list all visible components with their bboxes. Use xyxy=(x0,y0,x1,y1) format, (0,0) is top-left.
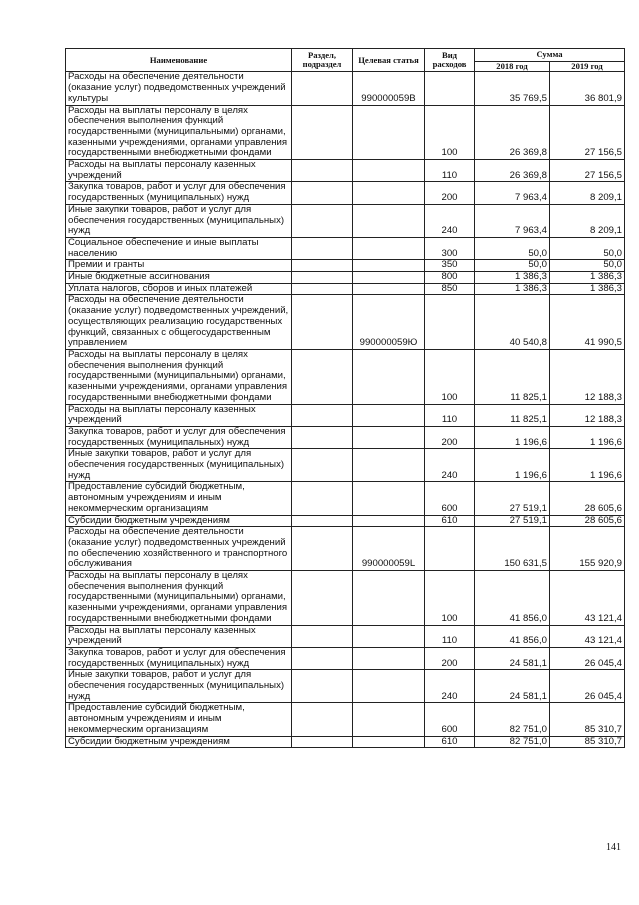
cell-target: 990000059L xyxy=(353,527,425,571)
cell-2019: 36 801,9 xyxy=(550,72,625,105)
header-year-2018: 2018 год xyxy=(475,62,550,72)
cell-type: 350 xyxy=(425,260,475,272)
cell-2019: 85 310,7 xyxy=(550,736,625,748)
cell-section xyxy=(292,272,353,284)
cell-name: Расходы на обеспечение деятельности (оказание услуг) подведомственных учреждений, осуществляющих реализацию государственных функций, связанных с общегосударственным управлением xyxy=(66,295,292,350)
cell-name: Предоставление субсидий бюджетным, автономным учреждениям и иным некоммерческим организациям xyxy=(66,703,292,736)
table-row xyxy=(66,72,625,105)
cell-section xyxy=(292,670,353,703)
cell-type: 100 xyxy=(425,349,475,404)
cell-target xyxy=(353,647,425,669)
cell-name: Расходы на выплаты персоналу казенных учреждений xyxy=(66,625,292,647)
table-row xyxy=(66,160,625,182)
cell-type: 200 xyxy=(425,647,475,669)
cell-section xyxy=(292,72,353,105)
header-name: Наименование xyxy=(66,49,292,72)
cell-target xyxy=(353,703,425,736)
cell-section xyxy=(292,515,353,527)
cell-target: 990000059Ю xyxy=(353,295,425,350)
table-row xyxy=(66,272,625,284)
cell-name: Субсидии бюджетным учреждениям xyxy=(66,515,292,527)
cell-type: 200 xyxy=(425,182,475,204)
cell-target xyxy=(353,571,425,626)
cell-name: Иные бюджетные ассигнования xyxy=(66,272,292,284)
cell-type xyxy=(425,72,475,105)
table-row xyxy=(66,449,625,482)
cell-name: Иные закупки товаров, работ и услуг для обеспечения государственных (муниципальных) нужд xyxy=(66,204,292,237)
cell-target xyxy=(353,349,425,404)
cell-target xyxy=(353,237,425,259)
cell-2019: 8 209,1 xyxy=(550,182,625,204)
cell-type: 110 xyxy=(425,404,475,426)
cell-target xyxy=(353,272,425,284)
cell-target xyxy=(353,182,425,204)
cell-2018: 27 519,1 xyxy=(475,482,550,515)
cell-section xyxy=(292,625,353,647)
cell-target xyxy=(353,204,425,237)
cell-section xyxy=(292,160,353,182)
cell-2019: 43 121,4 xyxy=(550,571,625,626)
table-row xyxy=(66,625,625,647)
cell-2019: 28 605,6 xyxy=(550,482,625,515)
cell-2018: 41 856,0 xyxy=(475,625,550,647)
cell-type xyxy=(425,295,475,350)
cell-target: 990000059В xyxy=(353,72,425,105)
cell-section xyxy=(292,404,353,426)
cell-2019: 1 386,3 xyxy=(550,272,625,284)
cell-2019: 50,0 xyxy=(550,237,625,259)
cell-2018: 35 769,5 xyxy=(475,72,550,105)
cell-2018: 7 963,4 xyxy=(475,182,550,204)
cell-name: Уплата налогов, сборов и иных платежей xyxy=(66,283,292,295)
table-header xyxy=(66,49,625,72)
cell-section xyxy=(292,527,353,571)
cell-target xyxy=(353,625,425,647)
table-row xyxy=(66,482,625,515)
cell-type: 240 xyxy=(425,670,475,703)
table-row xyxy=(66,703,625,736)
cell-2019: 43 121,4 xyxy=(550,625,625,647)
cell-2018: 26 369,8 xyxy=(475,160,550,182)
table-row xyxy=(66,283,625,295)
table-row xyxy=(66,736,625,748)
cell-type: 110 xyxy=(425,625,475,647)
cell-section xyxy=(292,182,353,204)
table-row xyxy=(66,426,625,448)
cell-2019: 155 920,9 xyxy=(550,527,625,571)
cell-2019: 1 196,6 xyxy=(550,426,625,448)
cell-type: 240 xyxy=(425,449,475,482)
cell-type: 600 xyxy=(425,703,475,736)
table-row xyxy=(66,670,625,703)
cell-name: Расходы на выплаты персоналу в целях обеспечения выполнения функций государственными (муниципальными) органами, казенными учреждениями, органами управления государственными внебюджетными фондами xyxy=(66,349,292,404)
cell-section xyxy=(292,482,353,515)
cell-target xyxy=(353,283,425,295)
cell-2019: 50,0 xyxy=(550,260,625,272)
cell-2018: 11 825,1 xyxy=(475,349,550,404)
table-row xyxy=(66,404,625,426)
header-type: Вид расходов xyxy=(425,49,475,72)
cell-name: Расходы на выплаты персоналу казенных учреждений xyxy=(66,160,292,182)
cell-name: Расходы на выплаты персоналу казенных учреждений xyxy=(66,404,292,426)
table-row xyxy=(66,204,625,237)
cell-name: Расходы на выплаты персоналу в целях обеспечения выполнения функций государственными (муниципальными) органами, казенными учреждениями, органами управления государственными внебюджетными фондами xyxy=(66,105,292,160)
cell-2018: 40 540,8 xyxy=(475,295,550,350)
cell-target xyxy=(353,482,425,515)
cell-2018: 1 196,6 xyxy=(475,426,550,448)
cell-2018: 50,0 xyxy=(475,260,550,272)
header-section: Раздел, подраздел xyxy=(292,49,353,72)
cell-name: Закупка товаров, работ и услуг для обеспечения государственных (муниципальных) нужд xyxy=(66,182,292,204)
page-number: 141 xyxy=(606,842,621,853)
cell-section xyxy=(292,349,353,404)
cell-2019: 1 386,3 xyxy=(550,283,625,295)
cell-2019: 12 188,3 xyxy=(550,349,625,404)
cell-section xyxy=(292,736,353,748)
cell-name: Иные закупки товаров, работ и услуг для обеспечения государственных (муниципальных) нужд xyxy=(66,449,292,482)
cell-target xyxy=(353,670,425,703)
cell-type xyxy=(425,527,475,571)
table-row xyxy=(66,515,625,527)
cell-name: Расходы на обеспечение деятельности (оказание услуг) подведомственных учреждений культуры xyxy=(66,72,292,105)
cell-target xyxy=(353,160,425,182)
table-row xyxy=(66,571,625,626)
cell-target xyxy=(353,426,425,448)
cell-section xyxy=(292,647,353,669)
cell-name: Закупка товаров, работ и услуг для обеспечения государственных (муниципальных) нужд xyxy=(66,426,292,448)
cell-section xyxy=(292,283,353,295)
cell-name: Субсидии бюджетным учреждениям xyxy=(66,736,292,748)
cell-type: 200 xyxy=(425,426,475,448)
cell-2018: 27 519,1 xyxy=(475,515,550,527)
cell-2018: 24 581,1 xyxy=(475,647,550,669)
cell-target xyxy=(353,449,425,482)
cell-name: Предоставление субсидий бюджетным, автономным учреждениям и иным некоммерческим организациям xyxy=(66,482,292,515)
cell-section xyxy=(292,426,353,448)
cell-type: 610 xyxy=(425,515,475,527)
table-row xyxy=(66,527,625,571)
table-row xyxy=(66,182,625,204)
cell-2019: 26 045,4 xyxy=(550,670,625,703)
cell-2018: 1 386,3 xyxy=(475,272,550,284)
cell-name: Закупка товаров, работ и услуг для обеспечения государственных (муниципальных) нужд xyxy=(66,647,292,669)
cell-2018: 26 369,8 xyxy=(475,105,550,160)
cell-2019: 27 156,5 xyxy=(550,105,625,160)
cell-2018: 24 581,1 xyxy=(475,670,550,703)
cell-name: Иные закупки товаров, работ и услуг для обеспечения государственных (муниципальных) нужд xyxy=(66,670,292,703)
cell-2018: 41 856,0 xyxy=(475,571,550,626)
cell-2018: 7 963,4 xyxy=(475,204,550,237)
cell-2019: 12 188,3 xyxy=(550,404,625,426)
cell-name: Расходы на выплаты персоналу в целях обеспечения выполнения функций государственными (муниципальными) органами, казенными учреждениями, органами управления государственными внебюджетными фондами xyxy=(66,571,292,626)
header-year-2019: 2019 год xyxy=(550,62,625,72)
cell-2018: 82 751,0 xyxy=(475,736,550,748)
cell-2018: 1 196,6 xyxy=(475,449,550,482)
cell-2019: 8 209,1 xyxy=(550,204,625,237)
cell-type: 240 xyxy=(425,204,475,237)
cell-type: 100 xyxy=(425,105,475,160)
cell-2019: 41 990,5 xyxy=(550,295,625,350)
cell-name: Расходы на обеспечение деятельности (оказание услуг) подведомственных учреждений по обеспечению хозяйственного и транспортного обслуживания xyxy=(66,527,292,571)
table-row xyxy=(66,647,625,669)
cell-2018: 1 386,3 xyxy=(475,283,550,295)
header-target: Целевая статья xyxy=(353,49,425,72)
cell-type: 100 xyxy=(425,571,475,626)
cell-2018: 11 825,1 xyxy=(475,404,550,426)
cell-type: 300 xyxy=(425,237,475,259)
cell-section xyxy=(292,237,353,259)
cell-section xyxy=(292,703,353,736)
cell-2019: 26 045,4 xyxy=(550,647,625,669)
budget-table xyxy=(65,48,625,748)
cell-section xyxy=(292,260,353,272)
cell-target xyxy=(353,105,425,160)
cell-target xyxy=(353,736,425,748)
cell-type: 800 xyxy=(425,272,475,284)
cell-section xyxy=(292,449,353,482)
cell-2019: 28 605,6 xyxy=(550,515,625,527)
table-row xyxy=(66,105,625,160)
cell-target xyxy=(353,260,425,272)
cell-2019: 27 156,5 xyxy=(550,160,625,182)
cell-name: Премии и гранты xyxy=(66,260,292,272)
table-row xyxy=(66,237,625,259)
table-row xyxy=(66,349,625,404)
cell-type: 610 xyxy=(425,736,475,748)
cell-name: Социальное обеспечение и иные выплаты населению xyxy=(66,237,292,259)
cell-2018: 150 631,5 xyxy=(475,527,550,571)
cell-section xyxy=(292,295,353,350)
cell-type: 600 xyxy=(425,482,475,515)
cell-section xyxy=(292,204,353,237)
cell-2019: 85 310,7 xyxy=(550,703,625,736)
cell-section xyxy=(292,105,353,160)
cell-type: 850 xyxy=(425,283,475,295)
table-row xyxy=(66,260,625,272)
cell-target xyxy=(353,404,425,426)
header-sum: Сумма xyxy=(475,49,625,62)
cell-type: 110 xyxy=(425,160,475,182)
table-row xyxy=(66,295,625,350)
cell-section xyxy=(292,571,353,626)
cell-2019: 1 196,6 xyxy=(550,449,625,482)
cell-2018: 50,0 xyxy=(475,237,550,259)
table-body xyxy=(66,72,625,748)
cell-2018: 82 751,0 xyxy=(475,703,550,736)
cell-target xyxy=(353,515,425,527)
